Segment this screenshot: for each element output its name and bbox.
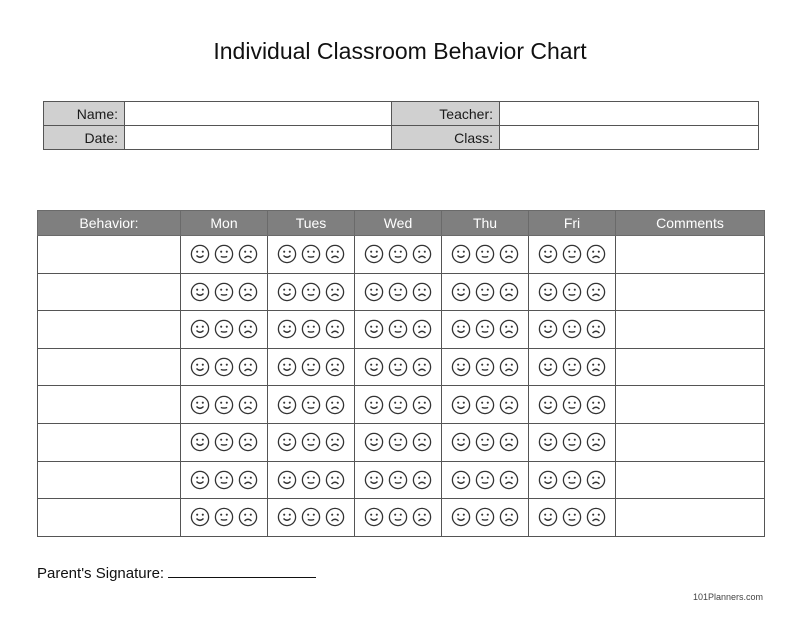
tues-rating-cell <box>268 236 355 274</box>
teacher-label: Teacher: <box>392 102 500 126</box>
happy-face-icon[interactable] <box>190 244 210 264</box>
happy-face-icon[interactable] <box>277 357 297 377</box>
neutral-face-icon[interactable] <box>475 507 495 527</box>
sad-face-icon[interactable] <box>586 395 606 415</box>
behavior-cell[interactable] <box>38 499 181 537</box>
signature-label: Parent's Signature: <box>37 565 165 582</box>
neutral-face-icon[interactable] <box>475 282 495 302</box>
table-row <box>38 461 765 499</box>
neutral-face-icon[interactable] <box>214 395 234 415</box>
thu-rating-cell <box>442 386 529 424</box>
wed-rating-cell <box>355 311 442 349</box>
happy-face-icon[interactable] <box>538 319 558 339</box>
happy-face-icon[interactable] <box>364 357 384 377</box>
table-row <box>38 499 765 537</box>
sad-face-icon[interactable] <box>586 244 606 264</box>
wed-rating-cell <box>355 423 442 461</box>
neutral-face-icon[interactable] <box>562 319 582 339</box>
happy-face-icon[interactable] <box>364 470 384 490</box>
sad-face-icon[interactable] <box>412 282 432 302</box>
neutral-face-icon[interactable] <box>475 319 495 339</box>
thu-rating-cell <box>442 236 529 274</box>
neutral-face-icon[interactable] <box>214 282 234 302</box>
sad-face-icon[interactable] <box>499 395 519 415</box>
happy-face-icon[interactable] <box>190 282 210 302</box>
wed-rating-cell <box>355 273 442 311</box>
sad-face-icon[interactable] <box>412 244 432 264</box>
sad-face-icon[interactable] <box>412 507 432 527</box>
neutral-face-icon[interactable] <box>388 282 408 302</box>
mon-rating-cell <box>181 348 268 386</box>
neutral-face-icon[interactable] <box>562 282 582 302</box>
happy-face-icon[interactable] <box>277 282 297 302</box>
wed-rating-cell <box>355 461 442 499</box>
behavior-cell[interactable] <box>38 273 181 311</box>
thu-rating-cell <box>442 348 529 386</box>
sad-face-icon[interactable] <box>586 319 606 339</box>
neutral-face-icon[interactable] <box>388 470 408 490</box>
table-row <box>38 236 765 274</box>
grid-header-row <box>38 211 765 236</box>
mon-rating-cell <box>181 386 268 424</box>
happy-face-icon[interactable] <box>190 507 210 527</box>
comments-cell[interactable] <box>616 499 765 537</box>
neutral-face-icon[interactable] <box>388 319 408 339</box>
student-info-table <box>43 101 759 150</box>
happy-face-icon[interactable] <box>538 432 558 452</box>
neutral-face-icon[interactable] <box>388 357 408 377</box>
name-field[interactable] <box>125 102 392 126</box>
neutral-face-icon[interactable] <box>562 395 582 415</box>
header-fri: Fri <box>529 211 616 236</box>
happy-face-icon[interactable] <box>277 395 297 415</box>
neutral-face-icon[interactable] <box>301 395 321 415</box>
neutral-face-icon[interactable] <box>562 244 582 264</box>
table-row <box>38 348 765 386</box>
sad-face-icon[interactable] <box>499 470 519 490</box>
happy-face-icon[interactable] <box>277 470 297 490</box>
tues-rating-cell <box>268 348 355 386</box>
happy-face-icon[interactable] <box>364 244 384 264</box>
happy-face-icon[interactable] <box>538 282 558 302</box>
sad-face-icon[interactable] <box>586 357 606 377</box>
happy-face-icon[interactable] <box>538 507 558 527</box>
neutral-face-icon[interactable] <box>301 319 321 339</box>
neutral-face-icon[interactable] <box>475 432 495 452</box>
sad-face-icon[interactable] <box>238 357 258 377</box>
brand-footer: 101Planners.com <box>692 592 763 602</box>
sad-face-icon[interactable] <box>499 432 519 452</box>
fri-rating-cell <box>529 386 616 424</box>
sad-face-icon[interactable] <box>499 319 519 339</box>
happy-face-icon[interactable] <box>451 357 471 377</box>
wed-rating-cell <box>355 348 442 386</box>
sad-face-icon[interactable] <box>412 432 432 452</box>
happy-face-icon[interactable] <box>190 432 210 452</box>
fri-rating-cell <box>529 311 616 349</box>
sad-face-icon[interactable] <box>238 395 258 415</box>
neutral-face-icon[interactable] <box>562 507 582 527</box>
sad-face-icon[interactable] <box>238 244 258 264</box>
happy-face-icon[interactable] <box>538 395 558 415</box>
sad-face-icon[interactable] <box>325 244 345 264</box>
happy-face-icon[interactable] <box>277 507 297 527</box>
header-mon: Mon <box>181 211 268 236</box>
happy-face-icon[interactable] <box>364 432 384 452</box>
neutral-face-icon[interactable] <box>301 244 321 264</box>
sad-face-icon[interactable] <box>412 395 432 415</box>
happy-face-icon[interactable] <box>277 244 297 264</box>
fri-rating-cell <box>529 236 616 274</box>
sad-face-icon[interactable] <box>325 319 345 339</box>
table-row <box>38 273 765 311</box>
sad-face-icon[interactable] <box>499 244 519 264</box>
happy-face-icon[interactable] <box>538 470 558 490</box>
neutral-face-icon[interactable] <box>301 470 321 490</box>
sad-face-icon[interactable] <box>325 470 345 490</box>
sad-face-icon[interactable] <box>325 395 345 415</box>
fri-rating-cell <box>529 499 616 537</box>
sad-face-icon[interactable] <box>325 282 345 302</box>
sad-face-icon[interactable] <box>586 432 606 452</box>
thu-rating-cell <box>442 311 529 349</box>
wed-rating-cell <box>355 386 442 424</box>
happy-face-icon[interactable] <box>451 282 471 302</box>
wed-rating-cell <box>355 236 442 274</box>
behavior-cell[interactable] <box>38 348 181 386</box>
neutral-face-icon[interactable] <box>301 432 321 452</box>
happy-face-icon[interactable] <box>364 395 384 415</box>
fri-rating-cell <box>529 348 616 386</box>
neutral-face-icon[interactable] <box>475 395 495 415</box>
comments-cell[interactable] <box>616 236 765 274</box>
comments-cell[interactable] <box>616 273 765 311</box>
neutral-face-icon[interactable] <box>562 432 582 452</box>
header-behavior: Behavior: <box>38 211 181 236</box>
neutral-face-icon[interactable] <box>214 319 234 339</box>
sad-face-icon[interactable] <box>586 470 606 490</box>
behavior-cell[interactable] <box>38 311 181 349</box>
happy-face-icon[interactable] <box>451 319 471 339</box>
tues-rating-cell <box>268 461 355 499</box>
neutral-face-icon[interactable] <box>388 395 408 415</box>
happy-face-icon[interactable] <box>190 319 210 339</box>
happy-face-icon[interactable] <box>190 395 210 415</box>
table-row <box>38 311 765 349</box>
date-field[interactable] <box>125 126 392 150</box>
comments-cell[interactable] <box>616 386 765 424</box>
happy-face-icon[interactable] <box>538 244 558 264</box>
sad-face-icon[interactable] <box>412 357 432 377</box>
thu-rating-cell <box>442 499 529 537</box>
tues-rating-cell <box>268 386 355 424</box>
sad-face-icon[interactable] <box>412 470 432 490</box>
sad-face-icon[interactable] <box>238 507 258 527</box>
happy-face-icon[interactable] <box>451 432 471 452</box>
header-comments: Comments <box>616 211 765 236</box>
mon-rating-cell <box>181 461 268 499</box>
neutral-face-icon[interactable] <box>214 244 234 264</box>
sad-face-icon[interactable] <box>499 282 519 302</box>
sad-face-icon[interactable] <box>325 507 345 527</box>
neutral-face-icon[interactable] <box>214 357 234 377</box>
neutral-face-icon[interactable] <box>388 432 408 452</box>
happy-face-icon[interactable] <box>364 507 384 527</box>
class-label: Class: <box>392 126 500 150</box>
page-title: Individual Classroom Behavior Chart <box>213 38 587 64</box>
grid-body <box>38 236 765 537</box>
header-thu: Thu <box>442 211 529 236</box>
sad-face-icon[interactable] <box>238 432 258 452</box>
wed-rating-cell <box>355 499 442 537</box>
happy-face-icon[interactable] <box>451 507 471 527</box>
sad-face-icon[interactable] <box>586 282 606 302</box>
sad-face-icon[interactable] <box>238 282 258 302</box>
comments-cell[interactable] <box>616 348 765 386</box>
behavior-cell[interactable] <box>38 423 181 461</box>
neutral-face-icon[interactable] <box>301 282 321 302</box>
neutral-face-icon[interactable] <box>475 470 495 490</box>
table-row <box>38 423 765 461</box>
fri-rating-cell <box>529 423 616 461</box>
neutral-face-icon[interactable] <box>562 357 582 377</box>
header-wed: Wed <box>355 211 442 236</box>
neutral-face-icon[interactable] <box>388 244 408 264</box>
mon-rating-cell <box>181 311 268 349</box>
behavior-cell[interactable] <box>38 386 181 424</box>
comments-cell[interactable] <box>616 423 765 461</box>
comments-cell[interactable] <box>616 311 765 349</box>
happy-face-icon[interactable] <box>364 282 384 302</box>
neutral-face-icon[interactable] <box>301 507 321 527</box>
sad-face-icon[interactable] <box>412 319 432 339</box>
behavior-cell[interactable] <box>38 461 181 499</box>
thu-rating-cell <box>442 423 529 461</box>
header-tues: Tues <box>268 211 355 236</box>
happy-face-icon[interactable] <box>451 244 471 264</box>
neutral-face-icon[interactable] <box>214 507 234 527</box>
neutral-face-icon[interactable] <box>475 357 495 377</box>
happy-face-icon[interactable] <box>364 319 384 339</box>
mon-rating-cell <box>181 499 268 537</box>
signature-line[interactable] <box>168 563 316 578</box>
neutral-face-icon[interactable] <box>214 432 234 452</box>
fri-rating-cell <box>529 273 616 311</box>
class-field[interactable] <box>500 126 759 150</box>
thu-rating-cell <box>442 273 529 311</box>
comments-cell[interactable] <box>616 461 765 499</box>
happy-face-icon[interactable] <box>451 395 471 415</box>
sad-face-icon[interactable] <box>238 470 258 490</box>
neutral-face-icon[interactable] <box>475 244 495 264</box>
mon-rating-cell <box>181 236 268 274</box>
happy-face-icon[interactable] <box>538 357 558 377</box>
name-label: Name: <box>44 102 125 126</box>
fri-rating-cell <box>529 461 616 499</box>
thu-rating-cell <box>442 461 529 499</box>
neutral-face-icon[interactable] <box>214 470 234 490</box>
mon-rating-cell <box>181 423 268 461</box>
happy-face-icon[interactable] <box>451 470 471 490</box>
date-label: Date: <box>44 126 125 150</box>
table-row <box>38 386 765 424</box>
neutral-face-icon[interactable] <box>388 507 408 527</box>
signature-area <box>37 563 316 582</box>
sad-face-icon[interactable] <box>499 507 519 527</box>
mon-rating-cell <box>181 273 268 311</box>
happy-face-icon[interactable] <box>190 470 210 490</box>
tues-rating-cell <box>268 499 355 537</box>
tues-rating-cell <box>268 423 355 461</box>
sad-face-icon[interactable] <box>325 432 345 452</box>
behavior-grid <box>37 210 765 537</box>
sad-face-icon[interactable] <box>586 507 606 527</box>
happy-face-icon[interactable] <box>277 432 297 452</box>
happy-face-icon[interactable] <box>190 357 210 377</box>
sad-face-icon[interactable] <box>325 357 345 377</box>
behavior-cell[interactable] <box>38 236 181 274</box>
teacher-field[interactable] <box>500 102 759 126</box>
tues-rating-cell <box>268 311 355 349</box>
tues-rating-cell <box>268 273 355 311</box>
happy-face-icon[interactable] <box>277 319 297 339</box>
sad-face-icon[interactable] <box>499 357 519 377</box>
neutral-face-icon[interactable] <box>562 470 582 490</box>
neutral-face-icon[interactable] <box>301 357 321 377</box>
sad-face-icon[interactable] <box>238 319 258 339</box>
